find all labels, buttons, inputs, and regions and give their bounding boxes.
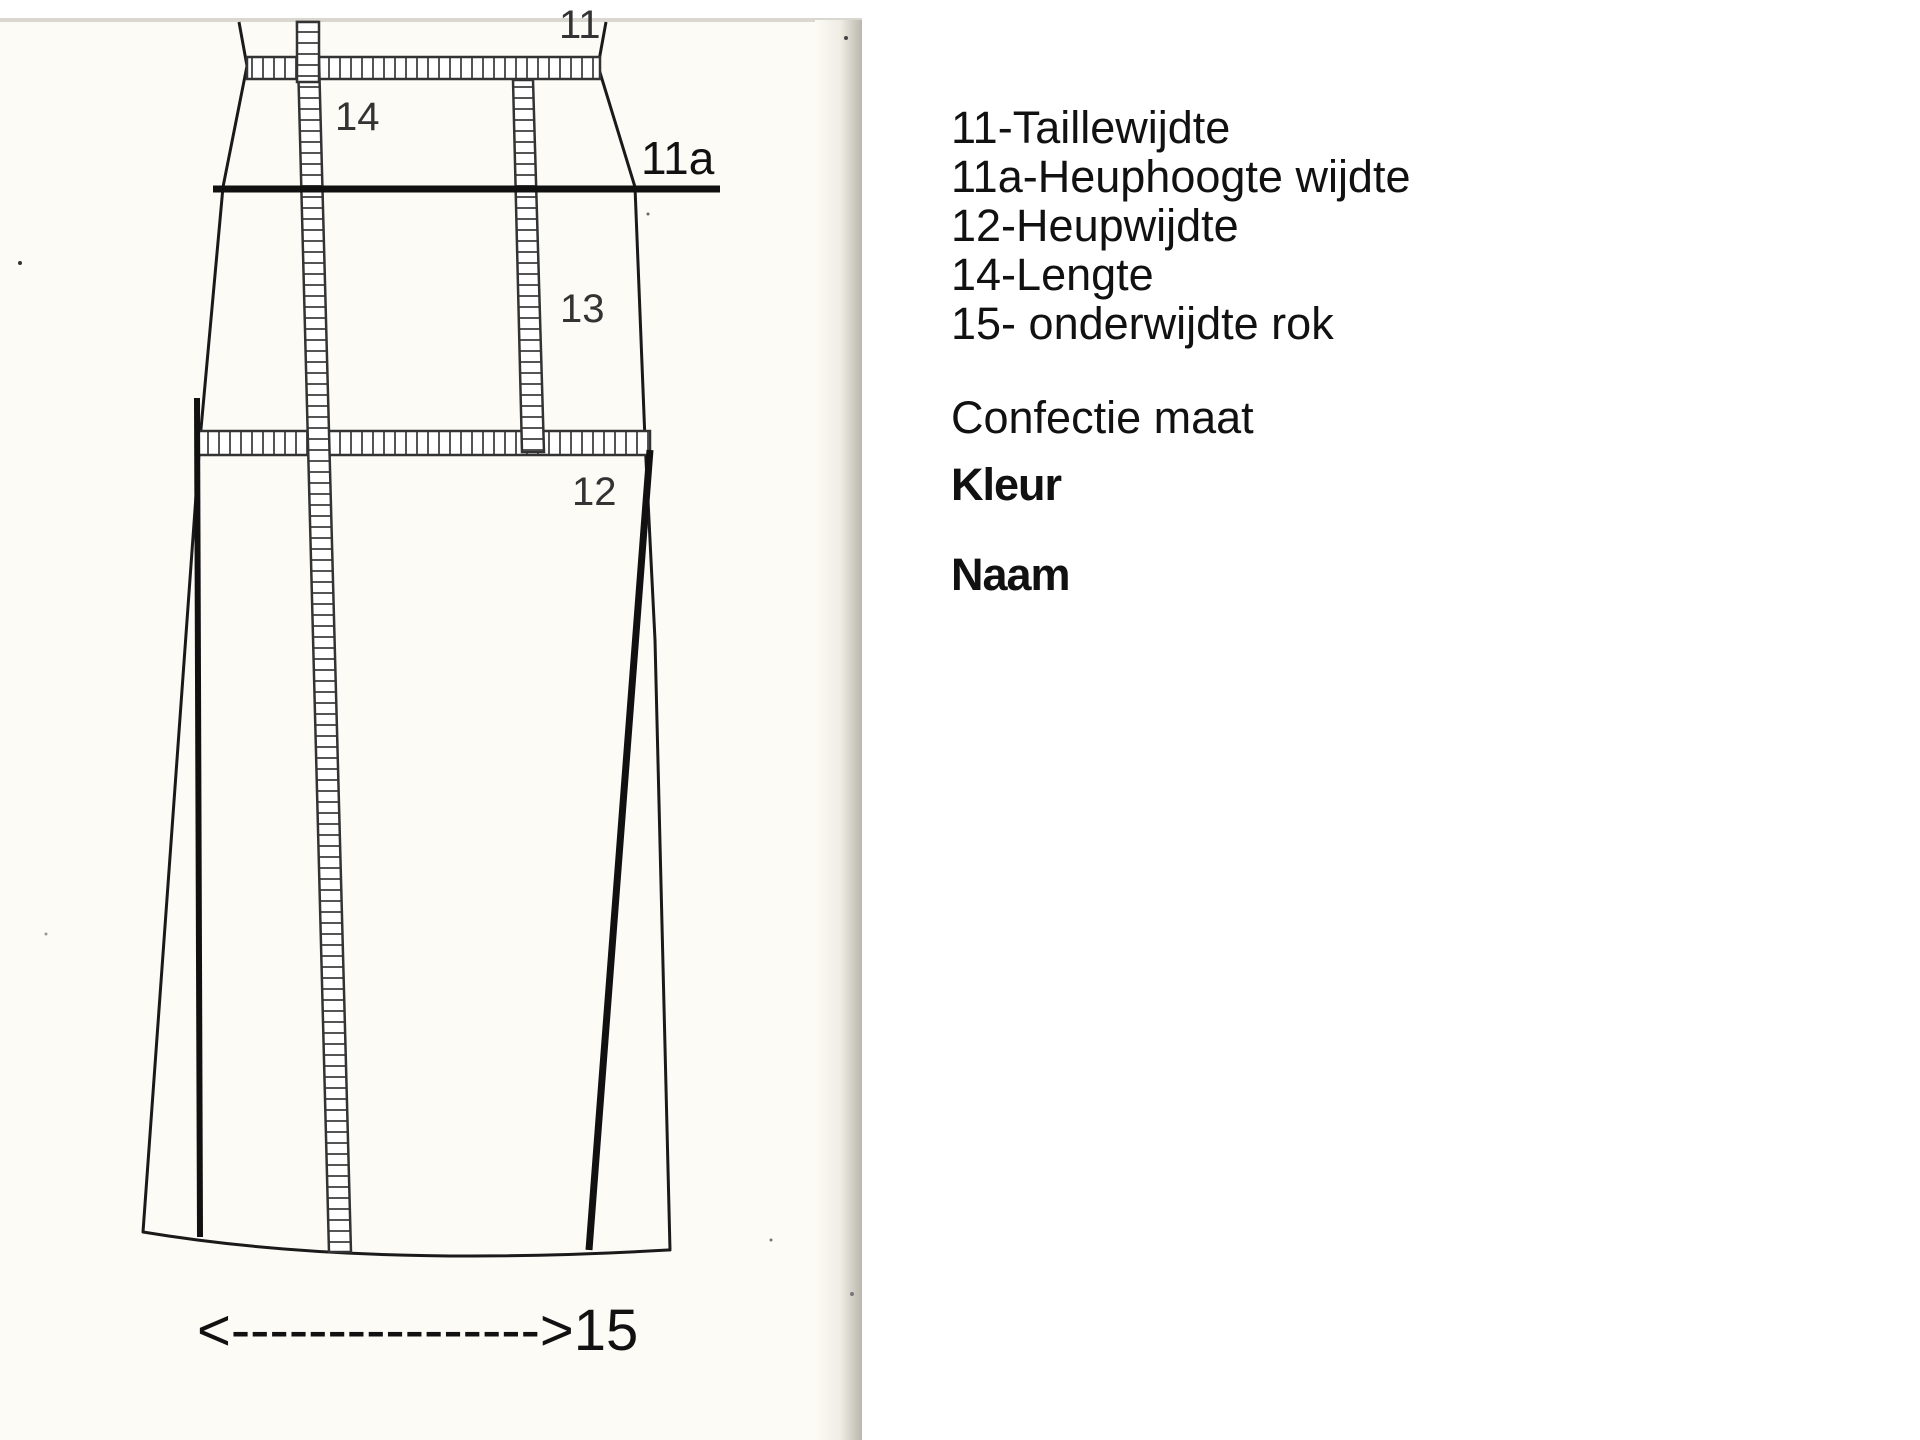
legend-item: 14-Lengte: [951, 249, 1154, 300]
legend-item: 11a-Heuphoogte wijdte: [951, 151, 1411, 202]
legend-item: 15- onderwijdte rok: [951, 298, 1334, 349]
label-12: 12: [572, 470, 617, 514]
color-label: Kleur: [951, 459, 1062, 510]
name-label: Naam: [951, 549, 1070, 600]
scanned-paper: [0, 20, 862, 1440]
size-label: Confectie maat: [951, 392, 1254, 443]
label-11: 11: [559, 3, 601, 47]
scan-speck: [647, 213, 650, 216]
scan-speck: [844, 36, 848, 40]
hip-tape: [198, 431, 650, 455]
left-hem-line: [197, 398, 200, 1237]
label-13: 13: [560, 287, 605, 331]
scan-speck: [45, 933, 48, 936]
scan-speck: [850, 1292, 854, 1296]
label-11a: 11a: [641, 132, 715, 184]
scan-speck: [770, 1239, 773, 1242]
label-14: 14: [335, 95, 380, 139]
paper-edge-shadow: [815, 20, 862, 1440]
paper-top-shadow: [0, 18, 862, 22]
hem-arrow-label-15: <---------------->15: [197, 1298, 639, 1363]
length-tape-upper: [297, 22, 319, 82]
legend-item: 11-Taillewijdte: [951, 102, 1231, 153]
legend-item: 12-Heupwijdte: [951, 200, 1239, 251]
measurement-legend: [951, 103, 1411, 348]
scan-speck: [18, 261, 22, 265]
